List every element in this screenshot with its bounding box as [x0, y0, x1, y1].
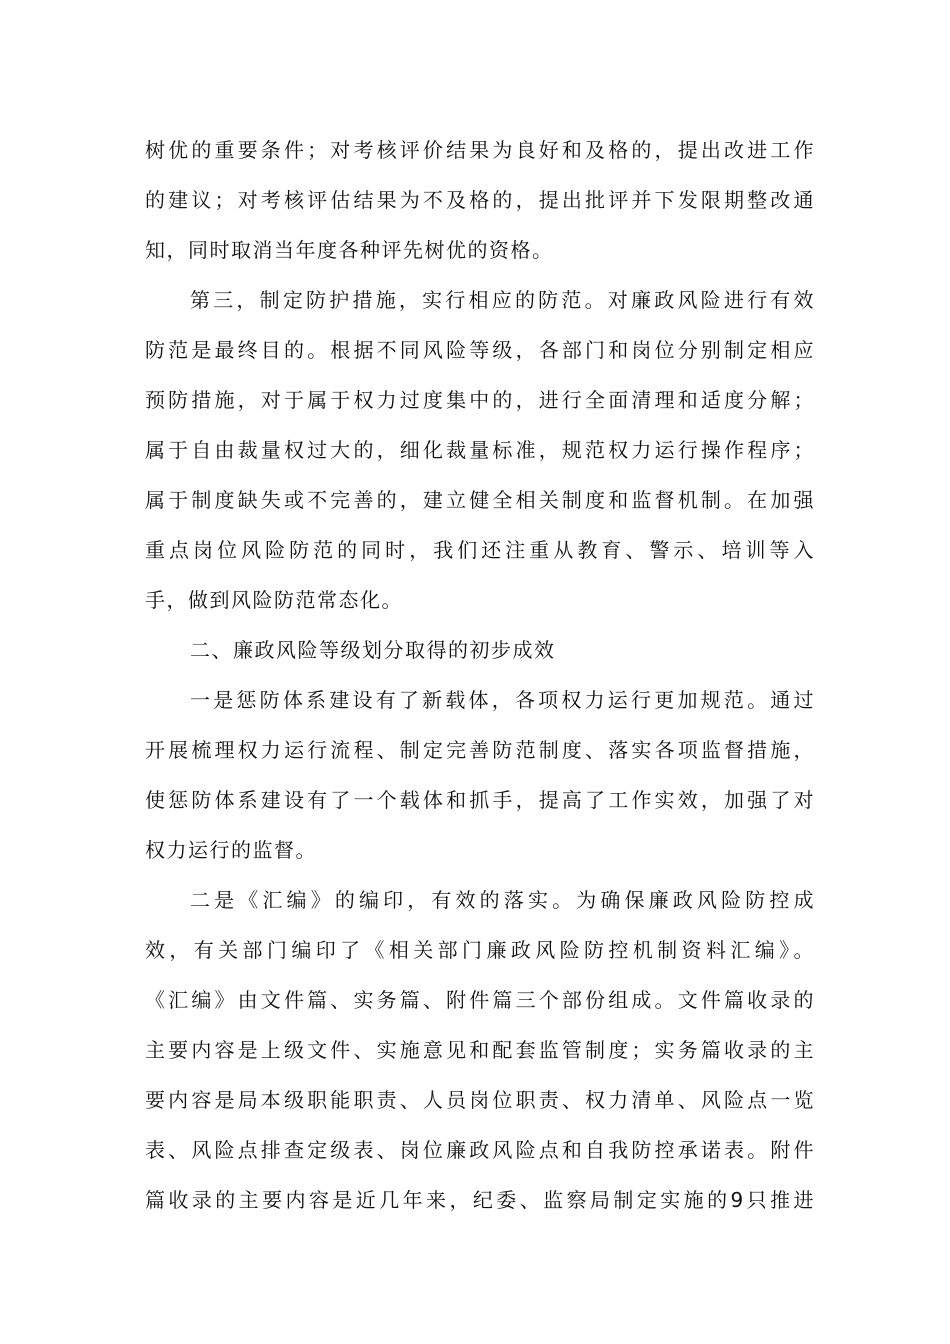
- text-line: 重点岗位风险防范的同时，我们还注重从教育、警示、培训等入: [145, 538, 815, 562]
- text-line: 表、风险点排查定级表、岗位廉政风险点和自我防控承诺表。附件: [145, 1138, 815, 1162]
- text-line: 的建议；对考核评估结果为不及格的，提出批评并下发限期整改通: [145, 188, 815, 212]
- text-line: 开展梳理权力运行流程、制定完善防范制度、落实各项监督措施，: [145, 738, 815, 762]
- text-line: 树优的重要条件；对考核评价结果为良好和及格的，提出改进工作: [145, 138, 815, 162]
- text-line: 预防措施，对于属于权力过度集中的，进行全面清理和适度分解；: [145, 388, 815, 412]
- text-line: 手，做到风险防范常态化。: [145, 588, 403, 612]
- text-line: 要内容是局本级职能职责、人员岗位职责、权力清单、风险点一览: [145, 1088, 815, 1112]
- text-line: 《汇编》由文件篇、实务篇、附件篇三个部份组成。文件篇收录的: [145, 988, 815, 1012]
- text-line: 使惩防体系建设有了一个载体和抓手，提高了工作实效，加强了对: [145, 788, 815, 812]
- section-heading: 二、廉政风险等级划分取得的初步成效: [190, 638, 556, 662]
- text-line: 篇收录的主要内容是近几年来，纪委、监察局制定实施的9只推进: [145, 1188, 815, 1212]
- text-line: 主要内容是上级文件、实施意见和配套监管制度；实务篇收录的主: [145, 1038, 815, 1062]
- text-line: 一是惩防体系建设有了新载体，各项权力运行更加规范。通过: [190, 688, 815, 712]
- text-line: 知，同时取消当年度各种评先树优的资格。: [145, 238, 554, 262]
- text-line: 属于自由裁量权过大的，细化裁量标准，规范权力运行操作程序；: [145, 438, 815, 462]
- text-line: 防范是最终目的。根据不同风险等级，各部门和岗位分别制定相应: [145, 338, 815, 362]
- text-line: 效，有关部门编印了《相关部门廉政风险防控机制资料汇编》。: [145, 938, 815, 962]
- text-line: 二是《汇编》的编印，有效的落实。为确保廉政风险防控成: [190, 888, 815, 912]
- text-line: 权力运行的监督。: [145, 838, 317, 862]
- text-line: 第三，制定防护措施，实行相应的防范。对廉政风险进行有效: [190, 288, 815, 312]
- text-line: 属于制度缺失或不完善的，建立健全相关制度和监督机制。在加强: [145, 488, 815, 512]
